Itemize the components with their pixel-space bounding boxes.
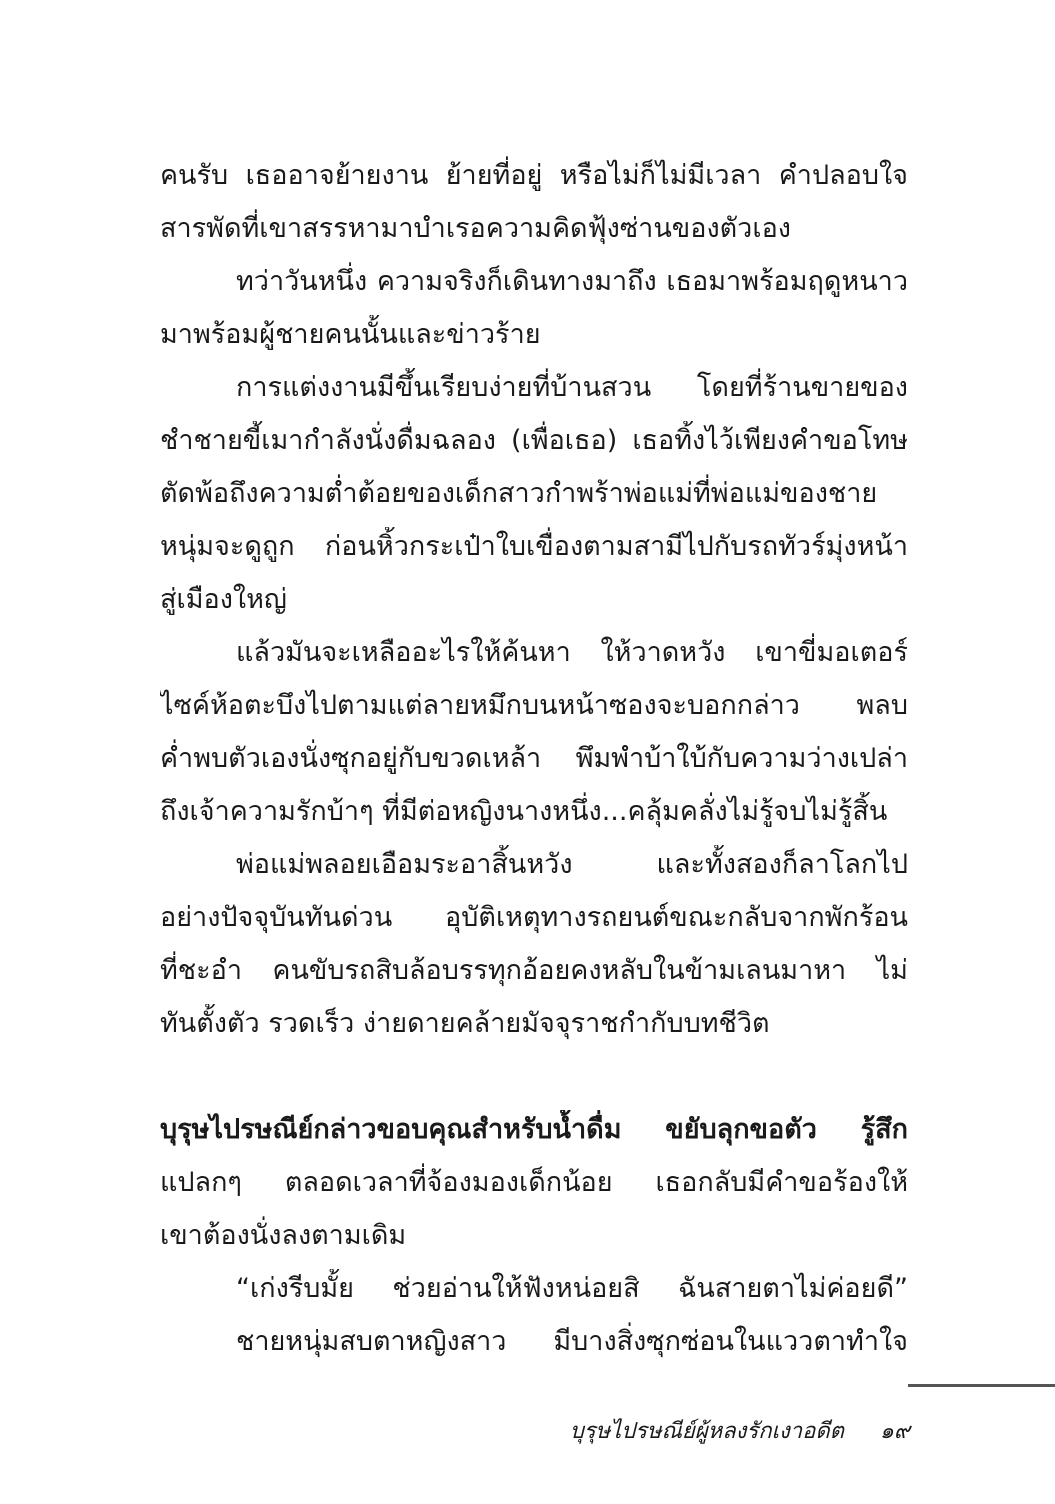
text-line: อย่างปัจจุบันทันด่วน อุบัติเหตุทางรถยนต์ขณะกลับจากพักร้อน xyxy=(160,902,908,933)
text-line: ไซค์ห้อตะบึงไปตามแต่ลายหมึกบนหน้าซองจะบอกกล่าว พลบ xyxy=(160,690,908,721)
text-line: หนุ่มจะดูถูก ก่อนหิ้วกระเป๋าใบเขื่องตามสามีไปกับรถทัวร์มุ่งหน้า xyxy=(160,531,908,562)
text-line: ทันตั้งตัว รวดเร็ว ง่ายดายคล้ายมัจจุราชกำกับบทชีวิต xyxy=(160,1008,770,1039)
text-line: ที่ชะอำ คนขับรถสิบล้อบรรทุกอ้อยคงหลับในข้ามเลนมาหา ไม่ xyxy=(160,955,908,986)
text-line: ถึงเจ้าความรักบ้าๆ ที่มีต่อหญิงนางหนึ่ง...คลุ้มคลั่งไม่รู้จบไม่รู้สิ้น xyxy=(160,796,888,827)
paragraph-first-line: การแต่งงานมีขึ้นเรียบง่ายที่บ้านสวน โดยที่ร้านขายของ xyxy=(236,372,908,403)
page-footer xyxy=(560,1412,910,1452)
text-line: ชำชายขี้เมากำลังนั่งดื่มฉลอง (เพื่อเธอ) เธอทิ้งไว้เพียงคำขอโทษ xyxy=(160,425,908,456)
running-title: บุรุษไปรษณีย์ผู้หลงรักเงาอดีต xyxy=(569,1419,844,1444)
text-line: ตัดพ้อถึงความต่ำต้อยของเด็กสาวกำพร้าพ่อแม่ที่พ่อแม่ของชาย xyxy=(160,478,878,509)
paragraph-first-line: พ่อแม่พลอยเอือมระอาสิ้นหวัง และทั้งสองก็ลาโลกไป xyxy=(236,849,908,880)
text-line: สารพัดที่เขาสรรหามาบำเรอความคิดฟุ้งซ่านของตัวเอง xyxy=(160,213,791,244)
paragraph-first-line: ทว่าวันหนึ่ง ความจริงก็เดินทางมาถึง เธอมาพร้อมฤดูหนาว xyxy=(236,266,908,297)
section-opening-line: บุรุษไปรษณีย์กล่าวขอบคุณสำหรับน้ำดื่ม ขยับลุกขอตัว รู้สึก xyxy=(160,1114,908,1145)
dialogue-line: “เก่งรีบมั้ย ช่วยอ่านให้ฟังหน่อยสิ ฉันสายตาไม่ค่อยดี” xyxy=(236,1273,908,1304)
text-line: คนรับ เธออาจย้ายงาน ย้ายที่อยู่ หรือไม่ก็ไม่มีเวลา คำปลอบใจ xyxy=(160,160,908,191)
text-line: ค่ำพบตัวเองนั่งซุกอยู่กับขวดเหล้า พึมพำบ้าใบ้กับความว่างเปล่า xyxy=(160,743,908,774)
paragraph-first-line: ชายหนุ่มสบตาหญิงสาว มีบางสิ่งซุกซ่อนในแววตาทำใจ xyxy=(236,1326,908,1357)
paragraph-first-line: แล้วมันจะเหลืออะไรให้ค้นหา ให้วาดหวัง เขาขี่มอเตอร์ xyxy=(236,637,908,668)
page-number: ๑๙ xyxy=(879,1419,910,1444)
text-line: มาพร้อมผู้ชายคนนั้นและข่าวร้าย xyxy=(160,319,541,350)
text-line: แปลกๆ ตลอดเวลาที่จ้องมองเด็กน้อย เธอกลับมีคำขอร้องให้ xyxy=(160,1167,908,1198)
footer-rule xyxy=(908,1384,1055,1387)
text-line: เขาต้องนั่งลงตามเดิม xyxy=(160,1220,407,1251)
text-line: สู่เมืองใหญ่ xyxy=(160,584,287,615)
